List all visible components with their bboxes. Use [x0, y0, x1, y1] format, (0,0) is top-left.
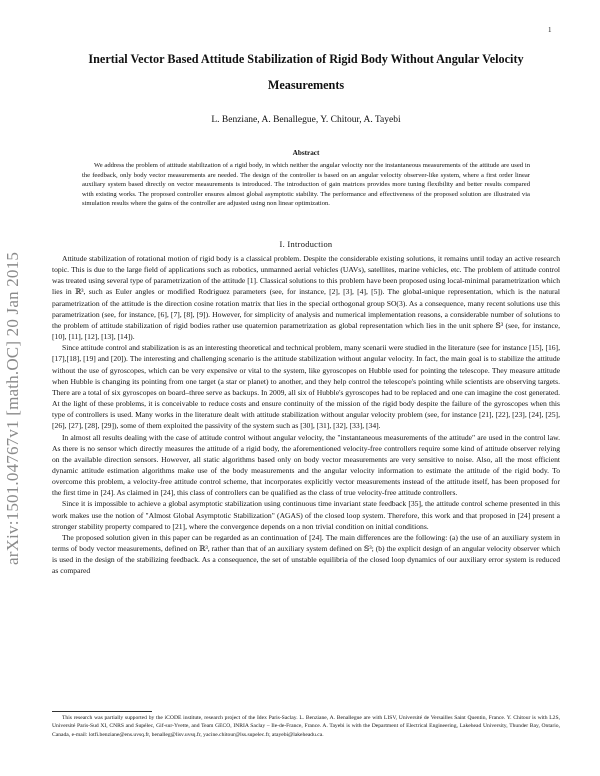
abstract-text: We address the problem of attitude stabilization of a rigid body, in which neither the angular velocity nor the instantaneous measurements of the attitude are used in the feedback, only body vector measurements are needed. The design of the controller is based on an angular velocity observer-like system, where a first order linear auxiliary system based directly on vector measurements is introduced. The introduction of gain matrices provides more tuning flexibility and better results compared with existing works. The proposed controller ensures almost global asymptotic stability. The performance and effectiveness of the proposed solution are illustrated via simulation results where the gains of the controller are adjusted using non linear optimization. — [82, 162, 530, 208]
paper-title: Inertial Vector Based Attitude Stabilization of Rigid Body Without Angular Velocity Measurements — [88, 52, 524, 92]
introduction-body — [52, 253, 560, 577]
paragraph: Since it is impossible to achieve a global asymptotic stabilization using continuous time invariant state feedback [35], the attitude control scheme presented in this work makes use the notion of "Almost Global Asymptotic Stabilization" (AGAS) of the closed loop system. Therefore, this work and that proposed in [24] present a stronger stability property compared to [21], where the convergence depends on a non trivial condition on initial conditions. — [52, 499, 560, 531]
paragraph: In almost all results dealing with the case of attitude control without angular velocity, the "instantaneous measurements of the attitude" are used in the control law. As there is no sensor which directly measures the attitude of a rigid body, the aforementioned velocity-free controllers require some kind of attitude observer relying on the available direction sensors. However, all static algorithms based only on body vector measurements are very sensitive to noise. Also, all the most efficient dynamic attitude estimation algorithms make use of the body measurements and the angular velocity information to estimate the attitude of the rigid body. To overcome this problem, a velocity-free attitude control scheme, that incorporates explicitly vector measurements instead of the attitude itself, has been proposed for the first time in [24]. As claimed in [24], this class of controllers can be qualified as the class of true velocity-free attitude controllers. — [52, 432, 560, 498]
paragraph: Since attitude control and stabilization is as an interesting theoretical and technical problem, many scenarii were studied in the literature (see for instance [15], [16], [17],[18], [19] and [20]). The interesting and challenging scenario is the attitude stabilization without angular velocity. In fact, the main goal is to stabilize the attitude without the use of gyroscopes, which can be very expensive or vital to the system, like gyroscopes on Hubble used for pointing the telescope. They measure attitude when Hubble is changing its pointing from one target (a star or planet) to another, and they help control the telescope's pointing while scientists are observing targets. There are a total of six gyroscopes on board–three serve as backups. In 2009, all six of Hubble's gyroscopes had to be replaced and one can imagine the cost generated. At the light of these problems, it is conceivable to reduce costs and ensure continuity of the mission of the rigid body despite the failure of the gyroscopes when this type of controllers is used. Many works in the literature dealt with attitude stabilization without angular velocity problem (see, for instance [21], [22], [23], [24], [25], [26], [27], [28], [29]), some of them exploited the passivity of the system such as [30], [31], [32], [33], [34]. — [52, 343, 560, 431]
author-list: L. Benziane, A. Benallegue, Y. Chitour, A. Tayebi — [211, 115, 401, 125]
paragraph: The proposed solution given in this paper can be regarded as an continuation of [24]. The main differences are the following: (a) the use of an auxiliary system in terms of body vector measurements, defined on ℝ³, rather than that of an auxiliary system defined on 𝕊³; (b) the explicit design of an angular velocity observer which is used in the design of the stabilizing feedback. As a consequence, the set of unstable equilibria of the closed loop dynamics of our auxiliary error system is reduced as compared — [52, 532, 560, 576]
page-number: 1 — [548, 26, 552, 34]
arxiv-identifier-stamp: arXiv:1501.04767v1 [math.OC] 20 Jan 2015 — [3, 251, 22, 565]
paragraph: Attitude stabilization of rotational motion of rigid body is a classical problem. Despite the considerable existing solutions, it remains until today an active research topic. This is due to the large field of applications such as robotics, unmanned aerial vehicles (UAVs), satellites, marine vehicles, etc. The problem of attitude control was treated using several type of parametrization of the attitude [1]. Classical solutions to this problem have been proposed using local-minimal parametrization which lies in ℝ³, such as Euler angles or modified Rodriguez parameters (see, for instance, [2], [3], [4], [5]). The global-unique representation, which is the natural parametrization of the attitude is the direction cosine rotation matrix that lies in the special orthogonal group SO(3). As a consequence, many recent solutions use this parametrization (see, for instance, [6], [7], [8], [9]). However, for simplicity of analysis and numerical implementation reasons, a considerable number of solutions to the problem of attitude stabilization of rigid bodies rather use quaternion parametrization as global representation which lies in the unit sphere 𝕊³ (see, for instance, [10], [11], [12], [13], [14]). — [52, 254, 560, 342]
section-heading-introduction: I. Introduction — [279, 240, 333, 249]
footnote-divider — [52, 711, 152, 712]
abstract-heading: Abstract — [292, 149, 320, 157]
footnote: This research was partially supported by the iCODE institute, research project of the Idex Paris-Saclay. L. Benziane, A. Benallegue are with LISV, Université de Versailles Saint Quentin, France. Y. Chitour is with L2S, Université Paris-Sud XI, CNRS and Supélec, Gif-sur-Yvette, and Team GECO, INRIA Saclay – Ile-de-France, France. A. Tayebi is with the Department of Electrical Engineering, Lakehead University, Thunder Bay, Ontario, Canada, e-mail: lotfi.benziane@ens.uvsq.fr, benalleg@lisv.uvsq.fr, yacine.chitour@lss.supelec.fr, atayebi@lakeheadu.ca. — [52, 715, 560, 738]
